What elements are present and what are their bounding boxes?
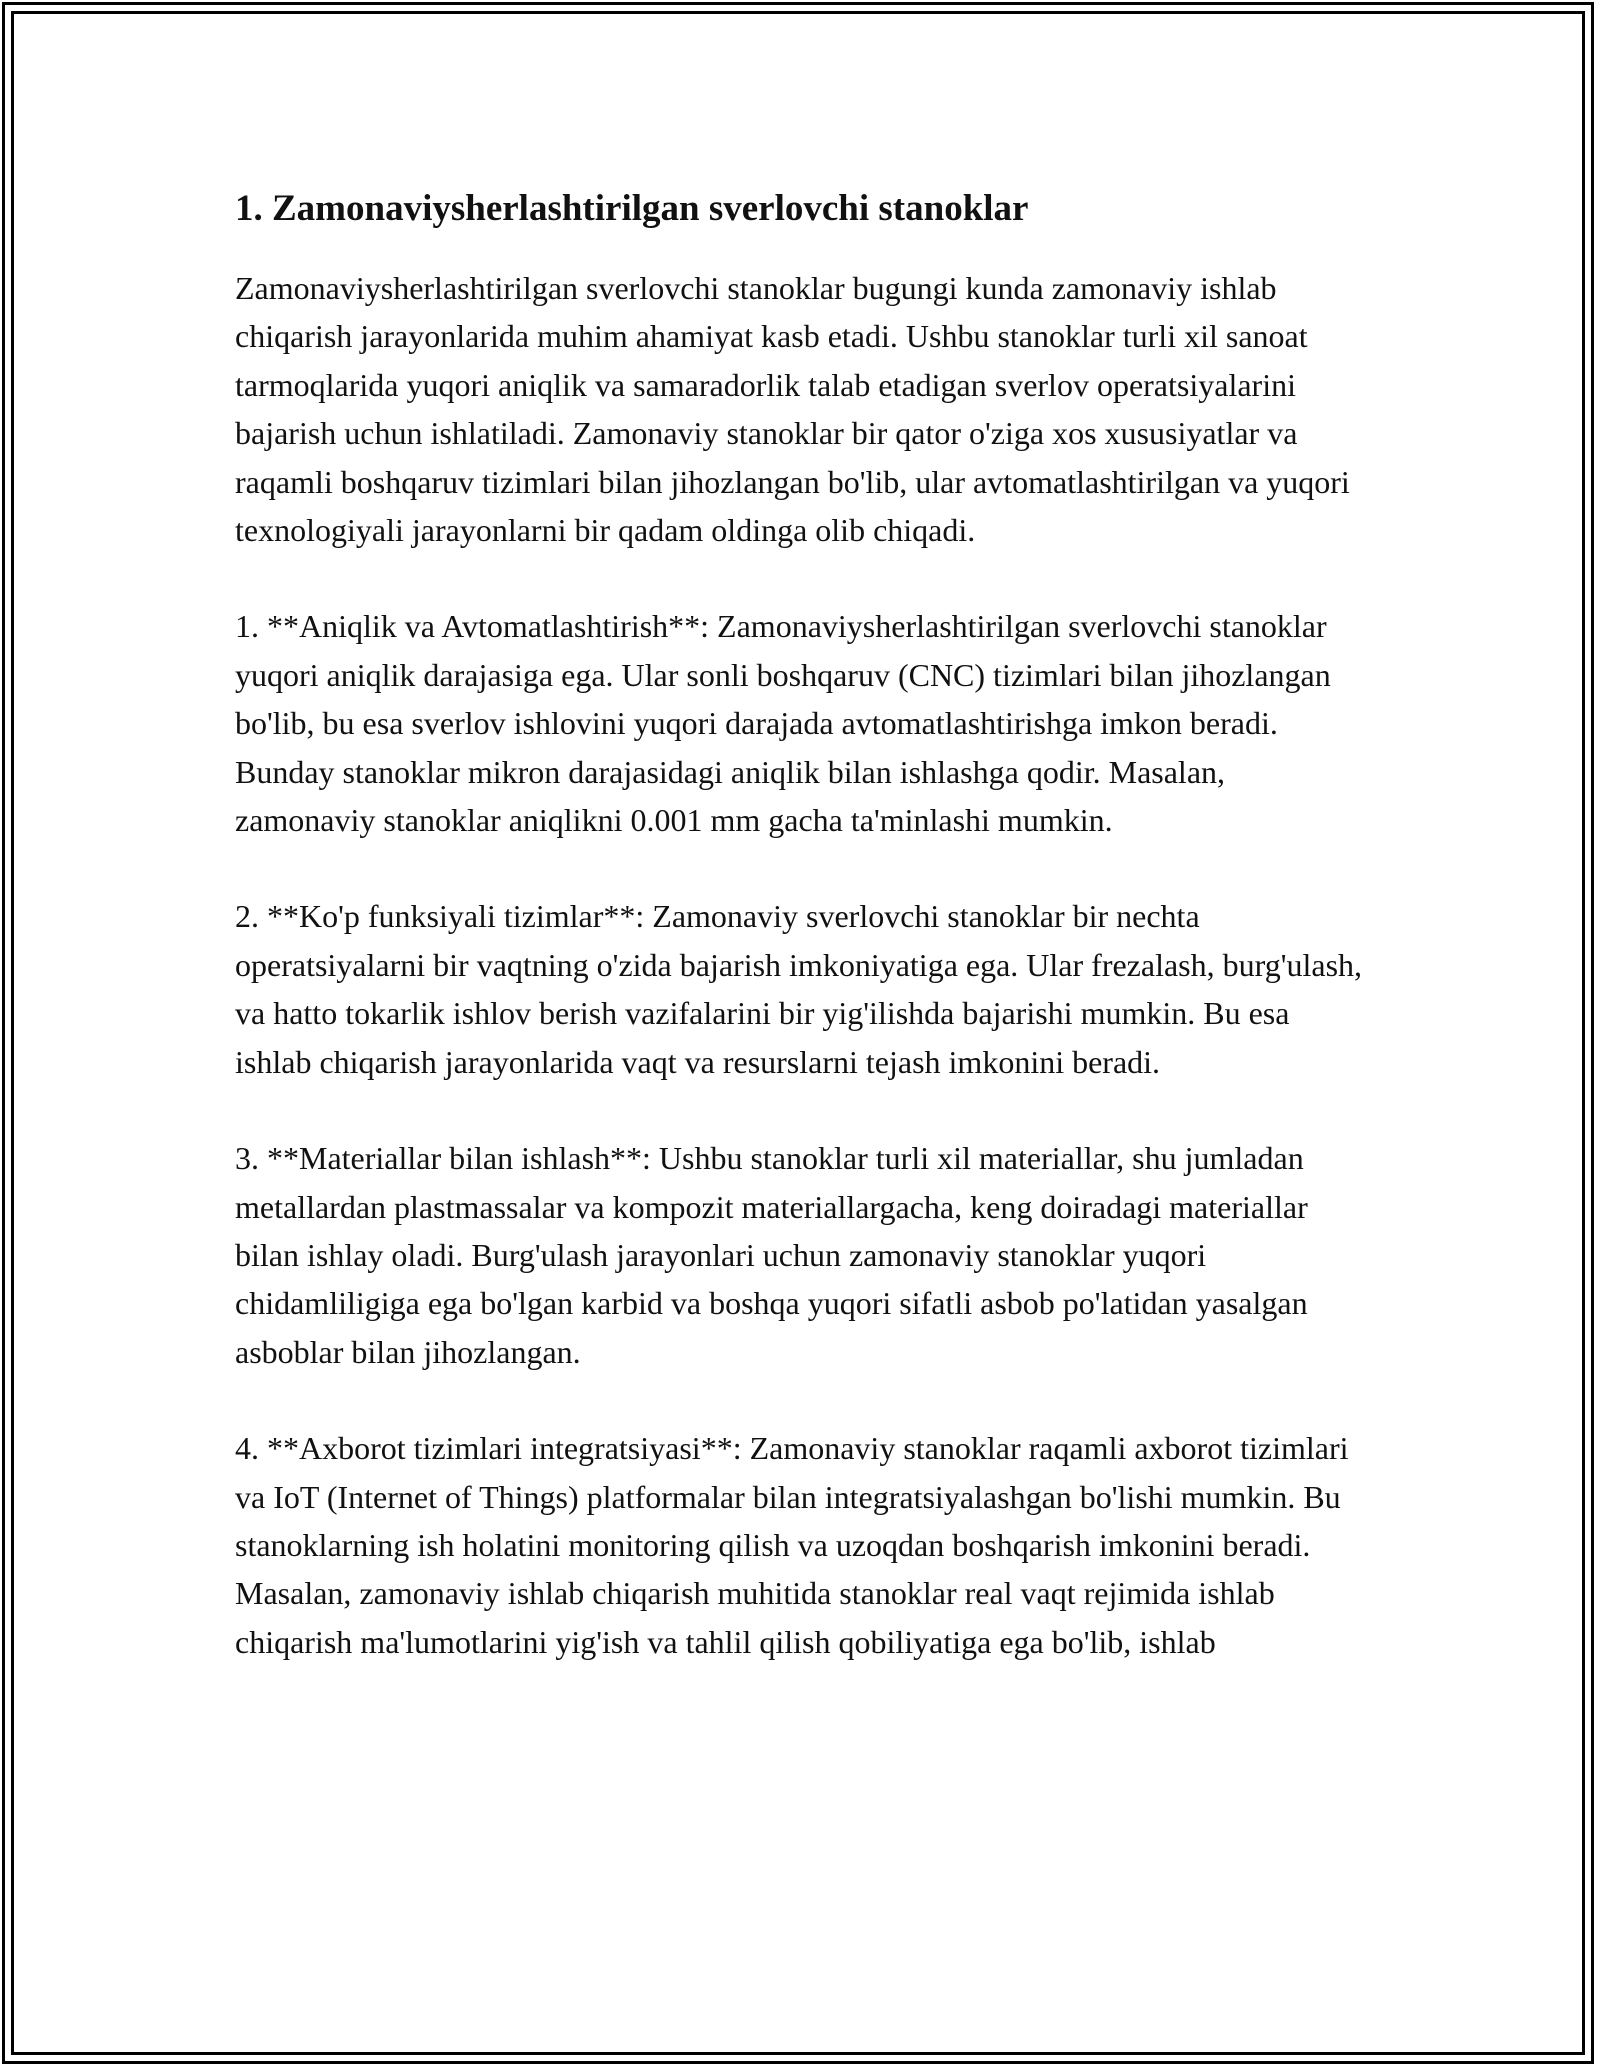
document-body [235, 186, 1370, 1666]
section-title: 1. Zamonaviysherlashtirilgan sverlovchi stanoklar [235, 188, 1029, 229]
paragraph-information-systems: 4. **Axborot tizimlari integratsiyasi**: Zamonaviy stanoklar raqamli axborot tizimlari va IoT (Internet of Things) platformalar bilan integratsiyalashgan bo'lishi mumkin. Bu stanoklarning ish holatini monitoring qilish va uzoqdan boshqarish imkonini beradi. Masalan, zamonaviy ishlab chiqarish muhitida stanoklar real vaqt rejimida ishlab chiqarish ma'lumotlarini yig'ish va tahlil qilish qobiliyatiga ega bo'lib, ishlab [235, 1430, 1349, 1660]
paragraph-multifunction-systems: 2. **Ko'p funksiyali tizimlar**: Zamonaviy sverlovchi stanoklar bir nechta operatsiyalarni bir vaqtning o'zida bajarish imkoniyatiga ega. Ular frezalash, burg'ulash, va hatto tokarlik ishlov berish vazifalarini bir yig'ilishda bajarishi mumkin. Bu esa ishlab chiqarish jarayonlarida vaqt va resurslarni tejash imkonini beradi. [235, 898, 1363, 1080]
paragraph-materials: 3. **Materiallar bilan ishlash**: Ushbu stanoklar turli xil materiallar, shu jumladan metallardan plastmassalar va kompozit materiallargacha, keng doiradagi materiallar bilan ishlay oladi. Burg'ulash jarayonlari uchun zamonaviy stanoklar yuqori chidamliligiga ega bo'lgan karbid va boshqa yuqori sifatli asbob po'latidan yasalgan asboblar bilan jihozlangan. [235, 1140, 1308, 1370]
intro-paragraph: Zamonaviysherlashtirilgan sverlovchi stanoklar bugungi kunda zamonaviy ishlab chiqarish jarayonlarida muhim ahamiyat kasb etadi. Ushbu stanoklar turli xil sanoat tarmoqlarida yuqori aniqlik va samaradorlik talab etadigan sverlov operatsiyalarini bajarish uchun ishlatiladi. Zamonaviy stanoklar bir qator o'ziga xos xususiyatlar va raqamli boshqaruv tizimlari bilan jihozlangan bo'lib, ular avtomatlashtirilgan va yuqori texnologiyali jarayonlarni bir qadam oldinga olib chiqadi. [235, 270, 1350, 549]
paragraph-accuracy-automation: 1. **Aniqlik va Avtomatlashtirish**: Zamonaviysherlashtirilgan sverlovchi stanoklar yuqori aniqlik darajasiga ega. Ular sonli boshqaruv (CNC) tizimlari bilan jihozlangan bo'lib, bu esa sverlov ishlovini yuqori darajada avtomatlashtirishga imkon beradi. Bunday stanoklar mikron darajasidagi aniqlik bilan ishlashga qodir. Masalan, zamonaviy stanoklar aniqlikni 0.001 mm gacha ta'minlashi mumkin. [235, 608, 1331, 839]
